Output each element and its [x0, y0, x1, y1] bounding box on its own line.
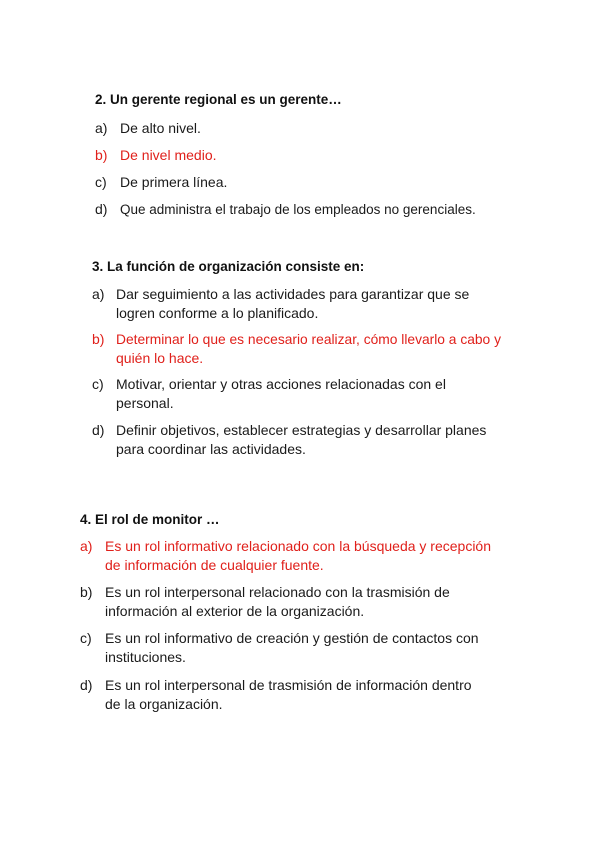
option-text-line-1: Es un rol informativo de creación y gestión de contactos con	[105, 630, 479, 646]
option-letter: b)	[80, 584, 93, 600]
question-title: 2. Un gerente regional es un gerente…	[95, 92, 342, 107]
option-text-line-1: Motivar, orientar y otras acciones relacionadas con el	[116, 376, 446, 392]
option-letter: a)	[95, 120, 108, 136]
option-letter: b)	[92, 331, 105, 347]
option-text: Que administra el trabajo de los empleados no gerenciales.	[120, 202, 476, 217]
option-text-line-1: Es un rol interpersonal relacionado con la trasmisión de	[105, 584, 450, 600]
option-text-line-1: Es un rol informativo relacionado con la búsqueda y recepción	[105, 538, 492, 554]
option-letter: c)	[80, 630, 92, 646]
option-text-line-2: quién lo hace.	[116, 350, 204, 366]
question-title: 4. El rol de monitor …	[80, 512, 220, 527]
option-letter: c)	[92, 376, 104, 392]
option-text-line-1: Determinar lo que es necesario realizar, cómo llevarlo a cabo y	[116, 332, 501, 347]
question-title: 3. La función de organización consiste en:	[92, 259, 365, 274]
option-text: De alto nivel.	[120, 120, 201, 136]
option-text-line-1: Dar seguimiento a las actividades para garantizar que se	[116, 286, 470, 302]
option-text-line-1: Definir objetivos, establecer estrategias y desarrollar planes	[116, 422, 487, 438]
option-text: De nivel medio.	[120, 147, 217, 163]
option-text-line-1: Es un rol interpersonal de trasmisión de información dentro	[105, 677, 472, 693]
option-text-line-2: de la organización.	[105, 696, 223, 712]
option-text-line-2: información al exterior de la organización.	[105, 603, 365, 619]
option-letter: a)	[92, 286, 105, 302]
option-letter: d)	[95, 201, 108, 217]
option-text-line-2: personal.	[116, 395, 174, 411]
option-text-line-2: para coordinar las actividades.	[116, 441, 306, 457]
option-letter: c)	[95, 174, 107, 190]
option-letter: a)	[80, 538, 93, 554]
option-letter: d)	[80, 677, 93, 693]
option-text: De primera línea.	[120, 174, 228, 190]
option-letter: b)	[95, 147, 108, 163]
option-text-line-2: de información de cualquier fuente.	[105, 557, 324, 573]
option-letter: d)	[92, 422, 105, 438]
option-text-line-2: instituciones.	[105, 649, 186, 665]
option-text-line-2: logren conforme a lo planificado.	[116, 305, 319, 321]
